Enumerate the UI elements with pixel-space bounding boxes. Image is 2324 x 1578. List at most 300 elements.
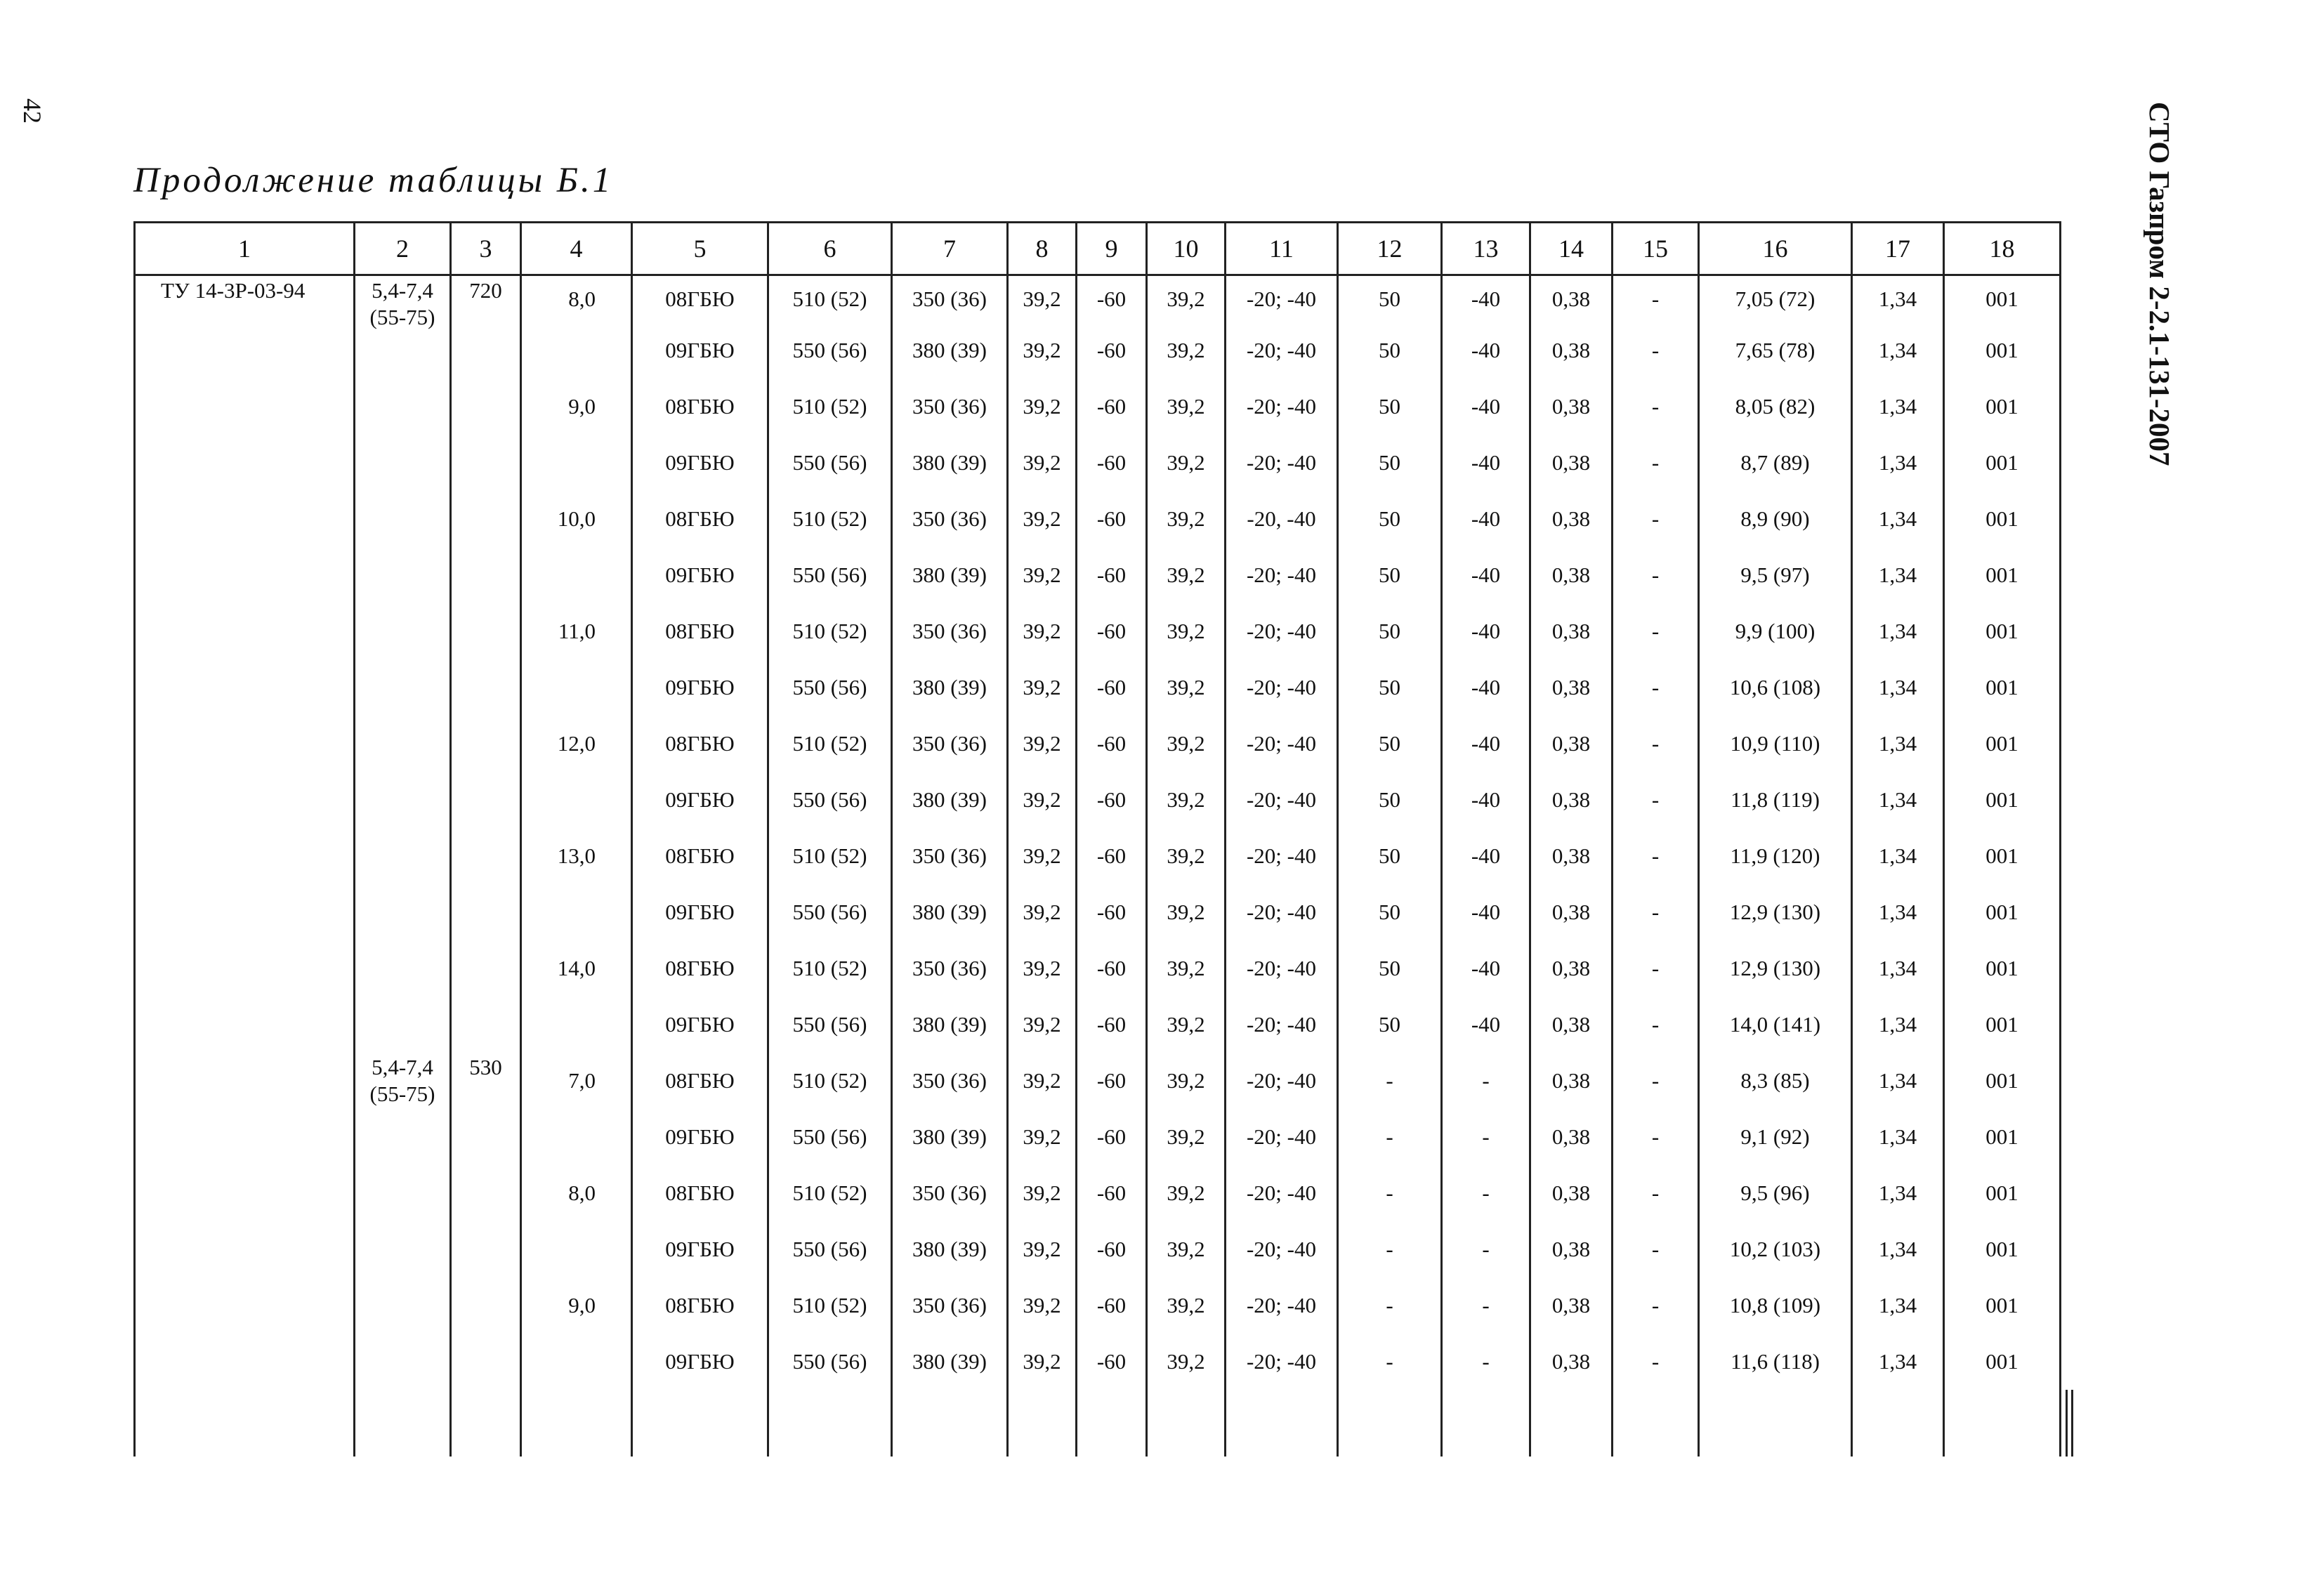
col8-cell: 39,2 (1008, 716, 1077, 772)
col18-cell: 001 (1944, 940, 2061, 997)
yield-cell: 350 (36) (892, 1277, 1008, 1334)
steel-grade-cell: 09ГБЮ (632, 884, 768, 940)
col18-cell: 001 (1944, 1053, 2061, 1109)
col12-cell: 50 (1338, 828, 1442, 884)
diameter-cell: 720 (451, 275, 521, 1053)
col10-cell: 39,2 (1147, 1277, 1226, 1334)
test-temp-cell: -20; -40 (1226, 828, 1338, 884)
pressure-cell: 12,9 (130) (1699, 884, 1852, 940)
col17-cell: 1,34 (1852, 997, 1944, 1053)
col14-cell: 0,38 (1530, 1109, 1613, 1165)
col13-cell: -40 (1442, 435, 1530, 491)
tensile-cell: 510 (52) (768, 603, 892, 659)
tensile-cell: 510 (52) (768, 379, 892, 435)
steel-grade-cell: 08ГБЮ (632, 491, 768, 547)
col18-cell: 001 (1944, 1334, 2061, 1390)
col15-cell: - (1613, 884, 1699, 940)
col13-cell: - (1442, 1334, 1530, 1390)
col12-cell: 50 (1338, 603, 1442, 659)
col12-cell: 50 (1338, 884, 1442, 940)
test-temp-cell: -20; -40 (1226, 1165, 1338, 1221)
col10-cell: 39,2 (1147, 940, 1226, 997)
col18-cell: 001 (1944, 716, 2061, 772)
col17-cell: 1,34 (1852, 1109, 1944, 1165)
yield-cell: 350 (36) (892, 940, 1008, 997)
col15-cell: - (1613, 659, 1699, 716)
col18-cell: 001 (1944, 1221, 2061, 1277)
col18-cell: 001 (1944, 828, 2061, 884)
tensile-cell: 510 (52) (768, 491, 892, 547)
col13-cell: -40 (1442, 603, 1530, 659)
col18-cell: 001 (1944, 379, 2061, 435)
header-cell: 5 (632, 223, 768, 275)
steel-grade-cell: 09ГБЮ (632, 322, 768, 379)
col8-cell: 39,2 (1008, 884, 1077, 940)
thickness-cell: 14,0 (521, 940, 632, 997)
col13-cell: -40 (1442, 275, 1530, 323)
temp-cell: -60 (1077, 1277, 1147, 1334)
steel-grade-cell: 09ГБЮ (632, 1221, 768, 1277)
col18-cell: 001 (1944, 997, 2061, 1053)
temp-cell: -60 (1077, 1334, 1147, 1390)
col15-cell: - (1613, 491, 1699, 547)
temp-cell: -60 (1077, 940, 1147, 997)
col12-cell: 50 (1338, 322, 1442, 379)
col17-cell: 1,34 (1852, 1053, 1944, 1109)
temp-cell: -60 (1077, 772, 1147, 828)
pressure-cell: 7,05 (72) (1699, 275, 1852, 323)
col15-cell: - (1613, 603, 1699, 659)
steel-grade-cell: 08ГБЮ (632, 716, 768, 772)
col14-cell: 0,38 (1530, 940, 1613, 997)
pressure-mpa: 5,4-7,4 (372, 278, 433, 303)
tensile-cell: 550 (56) (768, 322, 892, 379)
col18-cell: 001 (1944, 435, 2061, 491)
steel-grade-cell: 09ГБЮ (632, 547, 768, 603)
pressure-cell: 11,9 (120) (1699, 828, 1852, 884)
temp-cell: -60 (1077, 659, 1147, 716)
col12-cell: 50 (1338, 716, 1442, 772)
col14-cell: 0,38 (1530, 275, 1613, 323)
thickness-cell: 12,0 (521, 716, 632, 772)
col8-cell: 39,2 (1008, 997, 1077, 1053)
col17-cell: 1,34 (1852, 603, 1944, 659)
col14-cell: 0,38 (1530, 1334, 1613, 1390)
steel-grade-cell: 08ГБЮ (632, 940, 768, 997)
thickness-cell (521, 772, 632, 828)
col15-cell: - (1613, 1221, 1699, 1277)
col12-cell: 50 (1338, 275, 1442, 323)
thickness-cell (521, 659, 632, 716)
col15-cell: - (1613, 772, 1699, 828)
col8-cell: 39,2 (1008, 435, 1077, 491)
col8-cell: 39,2 (1008, 1053, 1077, 1109)
header-cell: 6 (768, 223, 892, 275)
tensile-cell: 510 (52) (768, 1165, 892, 1221)
col15-cell: - (1613, 1165, 1699, 1221)
col14-cell: 0,38 (1530, 322, 1613, 379)
empty-cell (1226, 1390, 1338, 1457)
temp-cell: -60 (1077, 379, 1147, 435)
steel-grade-cell: 08ГБЮ (632, 828, 768, 884)
col8-cell: 39,2 (1008, 491, 1077, 547)
col8-cell: 39,2 (1008, 659, 1077, 716)
col18-cell: 001 (1944, 1165, 2061, 1221)
temp-cell: -60 (1077, 547, 1147, 603)
temp-cell: -60 (1077, 322, 1147, 379)
col17-cell: 1,34 (1852, 435, 1944, 491)
col17-cell: 1,34 (1852, 884, 1944, 940)
thickness-cell: 10,0 (521, 491, 632, 547)
thickness-cell (521, 884, 632, 940)
col13-cell: - (1442, 1109, 1530, 1165)
pressure-cell: 14,0 (141) (1699, 997, 1852, 1053)
col17-cell: 1,34 (1852, 659, 1944, 716)
temp-cell: -60 (1077, 884, 1147, 940)
empty-cell (1852, 1390, 1944, 1457)
col12-cell: - (1338, 1165, 1442, 1221)
col13-cell: -40 (1442, 772, 1530, 828)
col15-cell: - (1613, 1109, 1699, 1165)
header-cell: 10 (1147, 223, 1226, 275)
empty-cell (521, 1390, 632, 1457)
test-temp-cell: -20; -40 (1226, 997, 1338, 1053)
yield-cell: 350 (36) (892, 379, 1008, 435)
empty-cell (2066, 1390, 2073, 1457)
yield-cell: 380 (39) (892, 435, 1008, 491)
col8-cell: 39,2 (1008, 1221, 1077, 1277)
col14-cell: 0,38 (1530, 659, 1613, 716)
col13-cell: -40 (1442, 491, 1530, 547)
pressure-cell: 7,65 (78) (1699, 322, 1852, 379)
col8-cell: 39,2 (1008, 1334, 1077, 1390)
col17-cell: 1,34 (1852, 322, 1944, 379)
pressure-cell: 10,2 (103) (1699, 1221, 1852, 1277)
col12-cell: 50 (1338, 659, 1442, 716)
empty-cell (1944, 1390, 2061, 1457)
table-header-row (135, 223, 2073, 275)
tensile-cell: 550 (56) (768, 772, 892, 828)
thickness-cell: 8,0 (521, 275, 632, 323)
thickness-cell (521, 997, 632, 1053)
col13-cell: - (1442, 1221, 1530, 1277)
test-temp-cell: -20; -40 (1226, 275, 1338, 323)
steel-grade-cell: 08ГБЮ (632, 1165, 768, 1221)
empty-cell (1699, 1390, 1852, 1457)
pressure-cell: 9,9 (100) (1699, 603, 1852, 659)
tensile-cell: 550 (56) (768, 659, 892, 716)
col10-cell: 39,2 (1147, 435, 1226, 491)
temp-cell: -60 (1077, 435, 1147, 491)
test-temp-cell: -20; -40 (1226, 379, 1338, 435)
tensile-cell: 510 (52) (768, 940, 892, 997)
pressure-cell: 8,3 (85) (1699, 1053, 1852, 1109)
yield-cell: 350 (36) (892, 491, 1008, 547)
header-cell: 2 (355, 223, 451, 275)
pressure-mpa: 5,4-7,4 (372, 1055, 433, 1079)
diameter-cell: 530 (451, 1053, 521, 1457)
temp-cell: -60 (1077, 491, 1147, 547)
col10-cell: 39,2 (1147, 1221, 1226, 1277)
col8-cell: 39,2 (1008, 322, 1077, 379)
header-cell: 17 (1852, 223, 1944, 275)
test-temp-cell: -20; -40 (1226, 603, 1338, 659)
temp-cell: -60 (1077, 1053, 1147, 1109)
col18-cell: 001 (1944, 322, 2061, 379)
tensile-cell: 550 (56) (768, 1109, 892, 1165)
pressure-cell: 11,8 (119) (1699, 772, 1852, 828)
col10-cell: 39,2 (1147, 716, 1226, 772)
col13-cell: - (1442, 1053, 1530, 1109)
temp-cell: -60 (1077, 603, 1147, 659)
col17-cell: 1,34 (1852, 716, 1944, 772)
pressure-cell: 9,1 (92) (1699, 1109, 1852, 1165)
thickness-cell (521, 1334, 632, 1390)
tensile-cell: 550 (56) (768, 1221, 892, 1277)
tensile-cell: 510 (52) (768, 716, 892, 772)
tensile-cell: 550 (56) (768, 997, 892, 1053)
empty-cell (2061, 1390, 2067, 1457)
empty-cell (768, 1390, 892, 1457)
header-cell: 3 (451, 223, 521, 275)
col13-cell: -40 (1442, 940, 1530, 997)
col18-cell: 001 (1944, 1277, 2061, 1334)
col12-cell: 50 (1338, 435, 1442, 491)
col17-cell: 1,34 (1852, 1334, 1944, 1390)
col18-cell: 001 (1944, 772, 2061, 828)
col10-cell: 39,2 (1147, 603, 1226, 659)
tensile-cell: 510 (52) (768, 275, 892, 323)
temp-cell: -60 (1077, 997, 1147, 1053)
col10-cell: 39,2 (1147, 1109, 1226, 1165)
table-caption: Продолжение таблицы Б.1 (133, 161, 614, 200)
header-cell: 1 (135, 223, 355, 275)
col8-cell: 39,2 (1008, 275, 1077, 323)
pressure-cell: 8,9 (90) (1699, 491, 1852, 547)
col13-cell: - (1442, 1165, 1530, 1221)
col15-cell: - (1613, 716, 1699, 772)
col17-cell: 1,34 (1852, 1165, 1944, 1221)
col18-cell: 001 (1944, 884, 2061, 940)
thickness-cell (521, 1109, 632, 1165)
thickness-cell: 8,0 (521, 1165, 632, 1221)
col10-cell: 39,2 (1147, 828, 1226, 884)
col12-cell: - (1338, 1053, 1442, 1109)
header-cell: 16 (1699, 223, 1852, 275)
steel-grade-cell: 09ГБЮ (632, 772, 768, 828)
yield-cell: 380 (39) (892, 1109, 1008, 1165)
test-temp-cell: -20; -40 (1226, 1334, 1338, 1390)
col8-cell: 39,2 (1008, 1277, 1077, 1334)
col12-cell: - (1338, 1277, 1442, 1334)
tu-cell: ТУ 14-3Р-03-94 (135, 275, 355, 1457)
yield-cell: 380 (39) (892, 659, 1008, 716)
col12-cell: - (1338, 1334, 1442, 1390)
col15-cell: - (1613, 940, 1699, 997)
temp-cell: -60 (1077, 1221, 1147, 1277)
yield-cell: 350 (36) (892, 1165, 1008, 1221)
test-temp-cell: -20; -40 (1226, 322, 1338, 379)
tensile-cell: 510 (52) (768, 828, 892, 884)
steel-grade-cell: 08ГБЮ (632, 275, 768, 323)
test-temp-cell: -20; -40 (1226, 1277, 1338, 1334)
col12-cell: 50 (1338, 940, 1442, 997)
steel-grade-cell: 08ГБЮ (632, 379, 768, 435)
tensile-cell: 550 (56) (768, 547, 892, 603)
pressure-cell: 10,8 (109) (1699, 1277, 1852, 1334)
col12-cell: - (1338, 1221, 1442, 1277)
pressure-cell: 11,6 (118) (1699, 1334, 1852, 1390)
col13-cell: -40 (1442, 659, 1530, 716)
col14-cell: 0,38 (1530, 997, 1613, 1053)
thickness-cell (521, 435, 632, 491)
col8-cell: 39,2 (1008, 1109, 1077, 1165)
col17-cell: 1,34 (1852, 828, 1944, 884)
col12-cell: 50 (1338, 547, 1442, 603)
col14-cell: 0,38 (1530, 1165, 1613, 1221)
col10-cell: 39,2 (1147, 322, 1226, 379)
header-cell: 11 (1226, 223, 1338, 275)
yield-cell: 380 (39) (892, 884, 1008, 940)
col13-cell: -40 (1442, 716, 1530, 772)
col14-cell: 0,38 (1530, 828, 1613, 884)
col14-cell: 0,38 (1530, 547, 1613, 603)
temp-cell: -60 (1077, 275, 1147, 323)
test-temp-cell: -20; -40 (1226, 435, 1338, 491)
header-cell: 7 (892, 223, 1008, 275)
col10-cell: 39,2 (1147, 1053, 1226, 1109)
col13-cell: -40 (1442, 884, 1530, 940)
header-cell: 15 (1613, 223, 1699, 275)
steel-grade-cell: 08ГБЮ (632, 603, 768, 659)
yield-cell: 350 (36) (892, 828, 1008, 884)
col17-cell: 1,34 (1852, 940, 1944, 997)
col10-cell: 39,2 (1147, 772, 1226, 828)
col17-cell: 1,34 (1852, 275, 1944, 323)
spec-table (133, 221, 2073, 1457)
steel-grade-cell: 09ГБЮ (632, 435, 768, 491)
steel-grade-cell: 09ГБЮ (632, 997, 768, 1053)
test-temp-cell: -20; -40 (1226, 547, 1338, 603)
thickness-cell (521, 1221, 632, 1277)
header-cell: 13 (1442, 223, 1530, 275)
empty-cell (1530, 1390, 1613, 1457)
col10-cell: 39,2 (1147, 379, 1226, 435)
test-temp-cell: -20; -40 (1226, 884, 1338, 940)
header-cell: 4 (521, 223, 632, 275)
pressure-cell: 9,5 (96) (1699, 1165, 1852, 1221)
temp-cell: -60 (1077, 1165, 1147, 1221)
col18-cell: 001 (1944, 603, 2061, 659)
test-temp-cell: -20; -40 (1226, 1221, 1338, 1277)
test-temp-cell: -20; -40 (1226, 940, 1338, 997)
table-row (135, 275, 2073, 323)
col13-cell: -40 (1442, 828, 1530, 884)
empty-cell (1147, 1390, 1226, 1457)
test-temp-cell: -20; -40 (1226, 772, 1338, 828)
col17-cell: 1,34 (1852, 491, 1944, 547)
col10-cell: 39,2 (1147, 659, 1226, 716)
col10-cell: 39,2 (1147, 491, 1226, 547)
empty-cell (1077, 1390, 1147, 1457)
col15-cell: - (1613, 275, 1699, 323)
col8-cell: 39,2 (1008, 772, 1077, 828)
col15-cell: - (1613, 1334, 1699, 1390)
temp-cell: -60 (1077, 1109, 1147, 1165)
col13-cell: - (1442, 1277, 1530, 1334)
table-row (135, 1053, 2073, 1109)
thickness-cell: 9,0 (521, 379, 632, 435)
yield-cell: 380 (39) (892, 997, 1008, 1053)
col14-cell: 0,38 (1530, 772, 1613, 828)
thickness-cell (521, 322, 632, 379)
col14-cell: 0,38 (1530, 1053, 1613, 1109)
col8-cell: 39,2 (1008, 1165, 1077, 1221)
col10-cell: 39,2 (1147, 275, 1226, 323)
empty-cell (1442, 1390, 1530, 1457)
col8-cell: 39,2 (1008, 603, 1077, 659)
col18-cell: 001 (1944, 547, 2061, 603)
col13-cell: -40 (1442, 547, 1530, 603)
test-temp-cell: -20; -40 (1226, 659, 1338, 716)
col8-cell: 39,2 (1008, 940, 1077, 997)
temp-cell: -60 (1077, 828, 1147, 884)
header-cell: 9 (1077, 223, 1147, 275)
empty-cell (1338, 1390, 1442, 1457)
col15-cell: - (1613, 828, 1699, 884)
pressure-cell: 8,05 (82) (1699, 379, 1852, 435)
col17-cell: 1,34 (1852, 379, 1944, 435)
document-code: СТО Газпром 2-2.1-131-2007 (2144, 102, 2176, 466)
col10-cell: 39,2 (1147, 1165, 1226, 1221)
yield-cell: 350 (36) (892, 716, 1008, 772)
col15-cell: - (1613, 322, 1699, 379)
col8-cell: 39,2 (1008, 547, 1077, 603)
col10-cell: 39,2 (1147, 547, 1226, 603)
col10-cell: 39,2 (1147, 997, 1226, 1053)
steel-grade-cell: 08ГБЮ (632, 1053, 768, 1109)
col15-cell: - (1613, 1053, 1699, 1109)
header-cell: 18 (1944, 223, 2061, 275)
pressure-cell: 10,6 (108) (1699, 659, 1852, 716)
header-cell: 14 (1530, 223, 1613, 275)
col17-cell: 1,34 (1852, 1221, 1944, 1277)
pressure-range-cell (355, 1053, 451, 1457)
test-temp-cell: -20; -40 (1226, 716, 1338, 772)
steel-grade-cell: 08ГБЮ (632, 1277, 768, 1334)
pressure-range-cell (355, 275, 451, 1053)
yield-cell: 380 (39) (892, 322, 1008, 379)
empty-cell (1613, 1390, 1699, 1457)
col8-cell: 39,2 (1008, 379, 1077, 435)
empty-cell (632, 1390, 768, 1457)
col14-cell: 0,38 (1530, 603, 1613, 659)
test-temp-cell: -20; -40 (1226, 1053, 1338, 1109)
tensile-cell: 550 (56) (768, 884, 892, 940)
col17-cell: 1,34 (1852, 547, 1944, 603)
empty-cell (892, 1390, 1008, 1457)
col12-cell: 50 (1338, 997, 1442, 1053)
steel-grade-cell: 09ГБЮ (632, 659, 768, 716)
col15-cell: - (1613, 547, 1699, 603)
yield-cell: 380 (39) (892, 772, 1008, 828)
pressure-kgf: (55-75) (369, 1081, 435, 1106)
pressure-cell: 8,7 (89) (1699, 435, 1852, 491)
pressure-kgf: (55-75) (369, 305, 435, 329)
col13-cell: -40 (1442, 379, 1530, 435)
tensile-cell: 510 (52) (768, 1053, 892, 1109)
col14-cell: 0,38 (1530, 1221, 1613, 1277)
